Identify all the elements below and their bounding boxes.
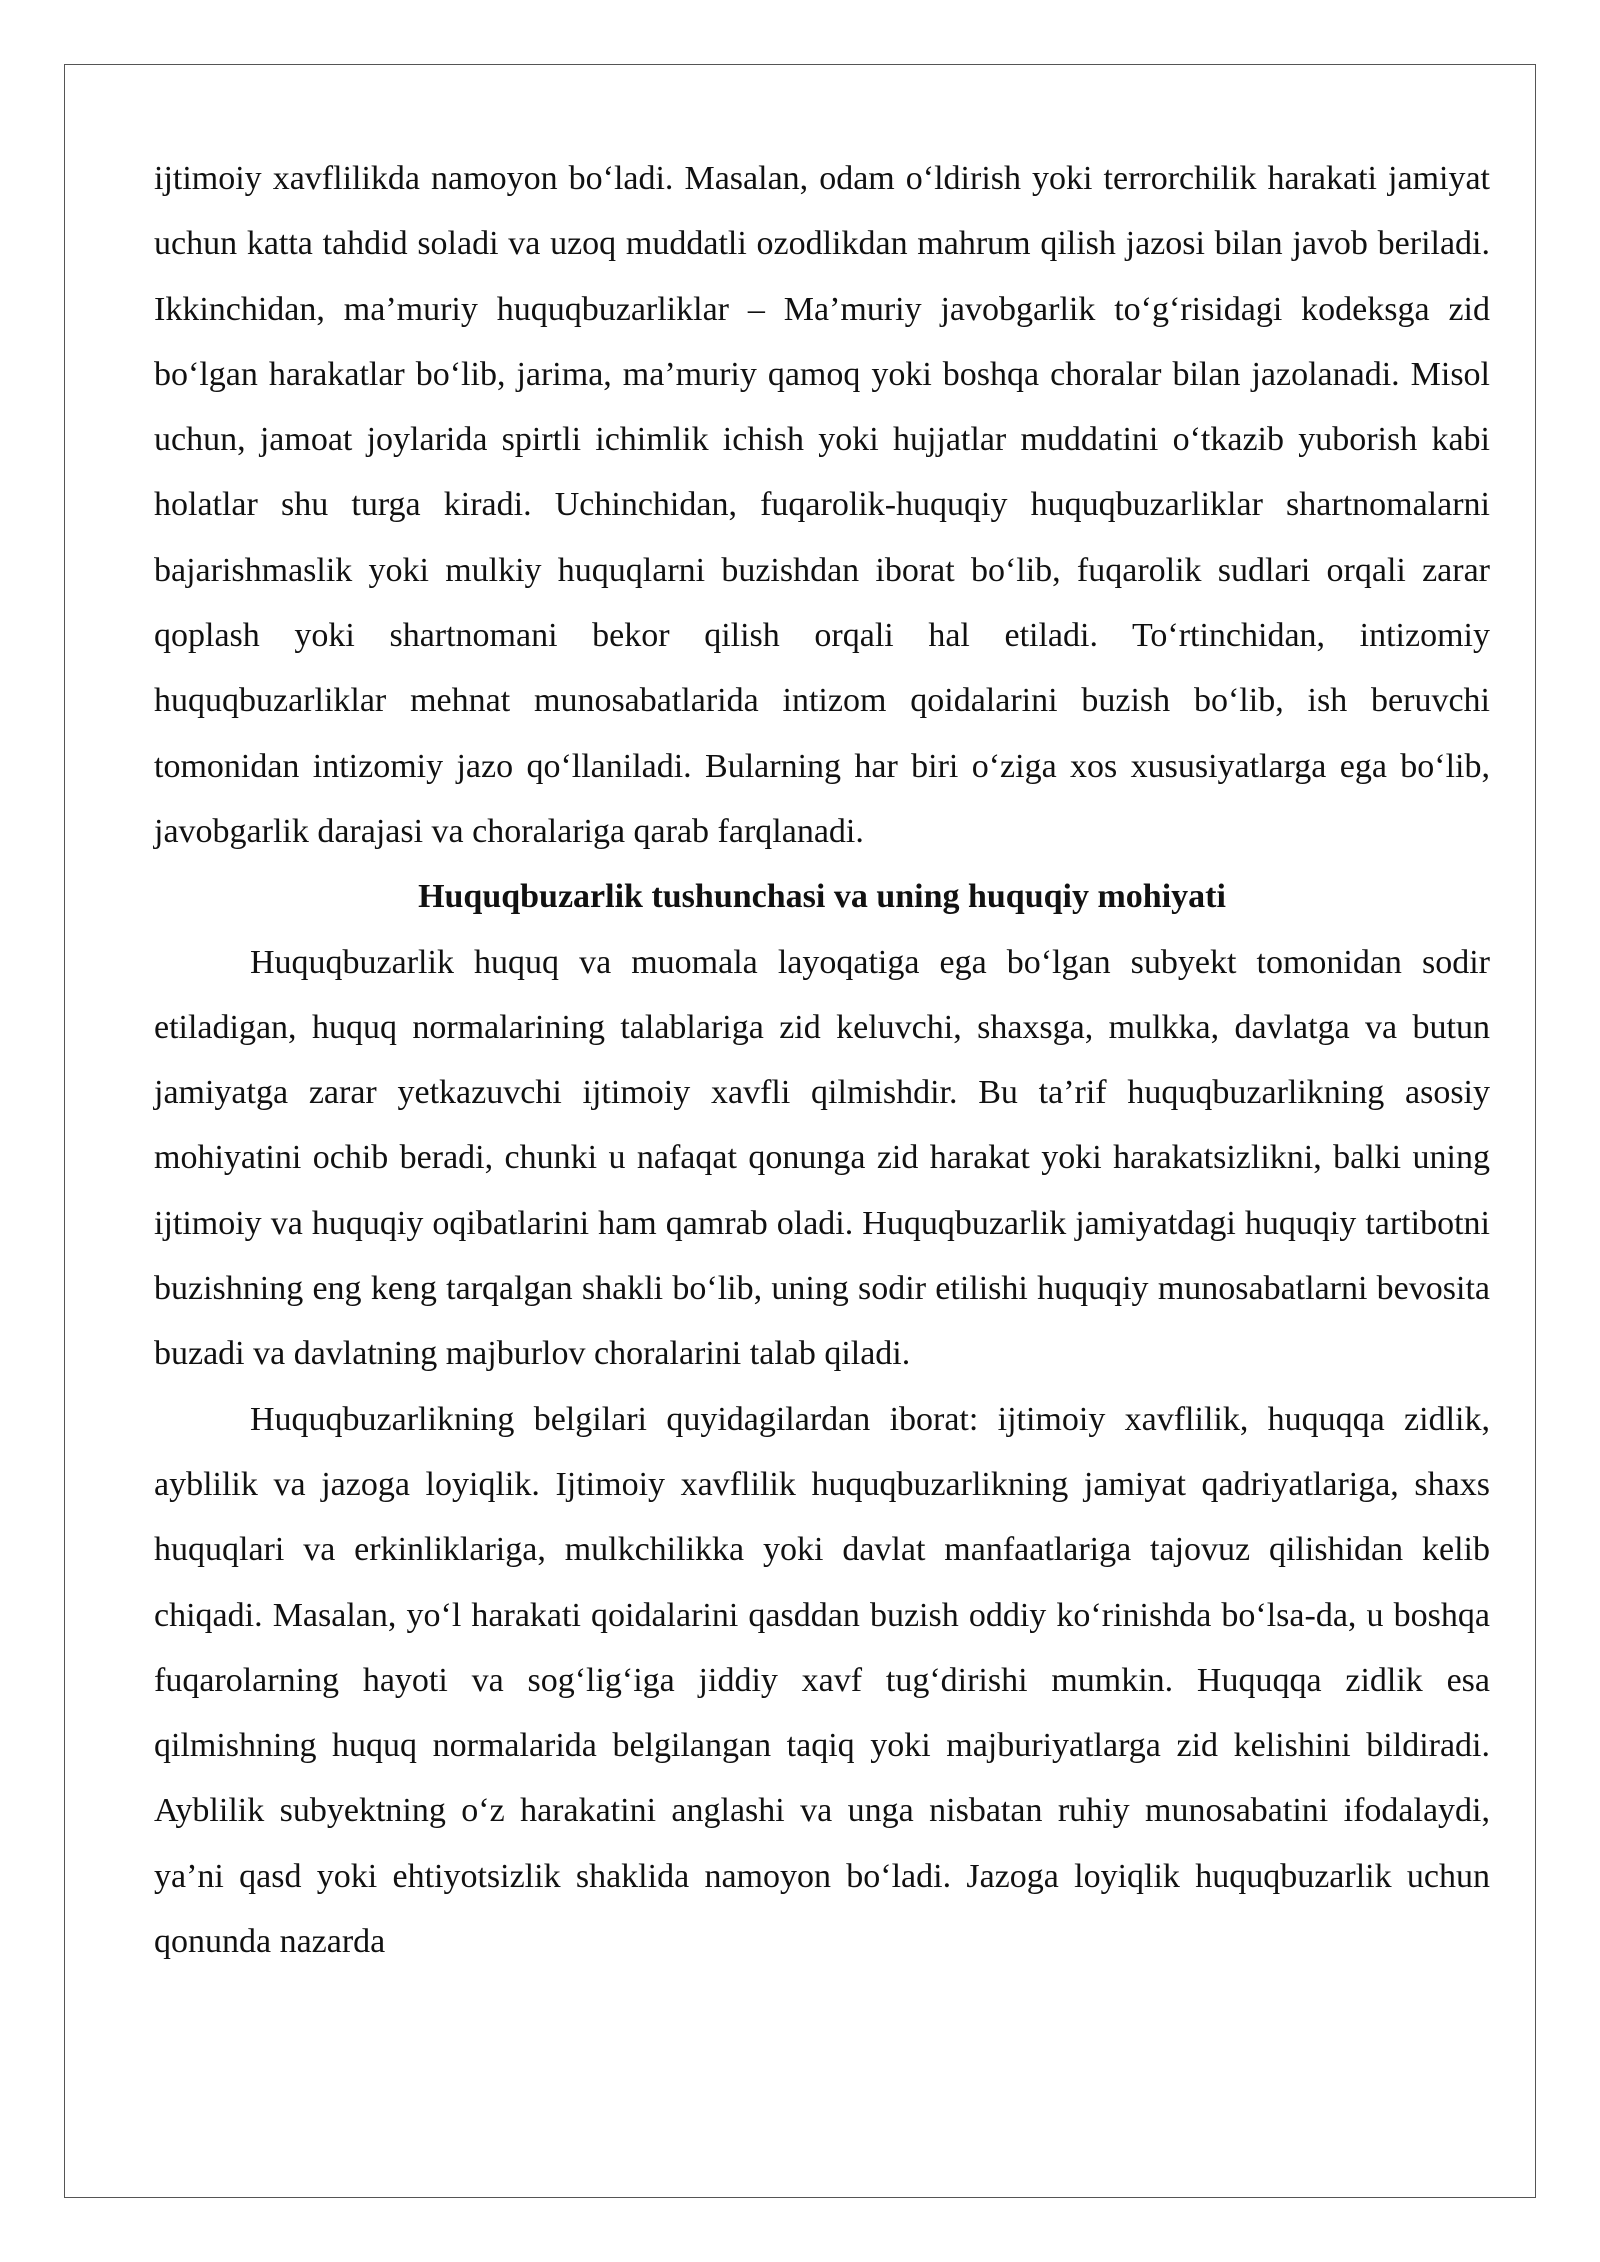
section-heading: Huquqbuzarlik tushunchasi va uning huquqiy mohiyati xyxy=(418,878,1226,916)
document-body xyxy=(154,146,1490,1974)
paragraph-continued: ijtimoiy xavflilikda namoyon bo‘ladi. Masalan, odam o‘ldirish yoki terrorchilik harakati jamiyat uchun katta tahdid soladi va uzoq muddatli ozodlikdan mahrum qilish jazosi bilan javob beriladi. Ikkinchidan, ma’muriy huquqbuzarliklar – Ma’muriy javobgarlik to‘g‘risidagi kodeksga zid bo‘lgan harakatlar bo‘lib, jarima, ma’muriy qamoq yoki boshqa choralar bilan jazolanadi. Misol uchun, jamoat joylarida spirtli ichimlik ichish yoki hujjatlar muddatini o‘tkazib yuborish kabi holatlar shu turga kiradi. Uchinchidan, fuqarolik-huquqiy huquqbuzarliklar shartnomalarni bajarishmaslik yoki mulkiy huquqlarni buzishdan iborat bo‘lib, fuqarolik sudlari orqali zarar qoplash yoki shartnomani bekor qilish orqali hal etiladi. To‘rtinchidan, intizomiy huquqbuzarliklar mehnat munosabatlarida intizom qoidalarini buzish bo‘lib, ish beruvchi tomonidan intizomiy jazo qo‘llaniladi. Bularning har biri o‘ziga xos xususiyatlarga ega bo‘lib, javobgarlik darajasi va choralariga qarab farqlanadi. xyxy=(154,160,1490,850)
paragraph-definition: Huquqbuzarlik huquq va muomala layoqatiga ega bo‘lgan subyekt tomonidan sodir etiladigan, huquq normalarining talablariga zid keluvchi, shaxsga, mulkka, davlatga va butun jamiyatga zarar yetkazuvchi ijtimoiy xavfli qilmishdir. Bu ta’rif huquqbuzarlikning asosiy mohiyatini ochib beradi, chunki u nafaqat qonunga zid harakat yoki harakatsizlikni, balki uning ijtimoiy va huquqiy oqibatlarini ham qamrab oladi. Huquqbuzarlik jamiyatdagi huquqiy tartibotni buzishning eng keng tarqalgan shakli bo‘lib, uning sodir etilishi huquqiy munosabatlarni bevosita buzadi va davlatning majburlov choralarini talab qiladi. xyxy=(154,943,1490,1373)
paragraph-features: Huquqbuzarlikning belgilari quyidagilardan iborat: ijtimoiy xavflilik, huquqqa zidlik, ayblilik va jazoga loyiqlik. Ijtimoiy xavflilik huquqbuzarlikning jamiyat qadriyatlariga, shaxs huquqlari va erkinliklariga, mulkchilikka yoki davlat manfaatlariga tajovuz qilishidan kelib chiqadi. Masalan, yo‘l harakati qoidalarini qasddan buzish oddiy ko‘rinishda bo‘lsa-da, u boshqa fuqarolarning hayoti va sog‘lig‘iga jiddiy xavf tug‘dirishi mumkin. Huquqqa zidlik esa qilmishning huquq normalarida belgilangan taqiq yoki majburiyatlarga zid kelishini bildiradi. Ayblilik subyektning o‘z harakatini anglashi va unga nisbatan ruhiy munosabatini ifodalaydi, ya’ni qasd yoki ehtiyotsizlik shaklida namoyon bo‘ladi. Jazoga loyiqlik huquqbuzarlik uchun qonunda nazarda xyxy=(154,1400,1490,1961)
